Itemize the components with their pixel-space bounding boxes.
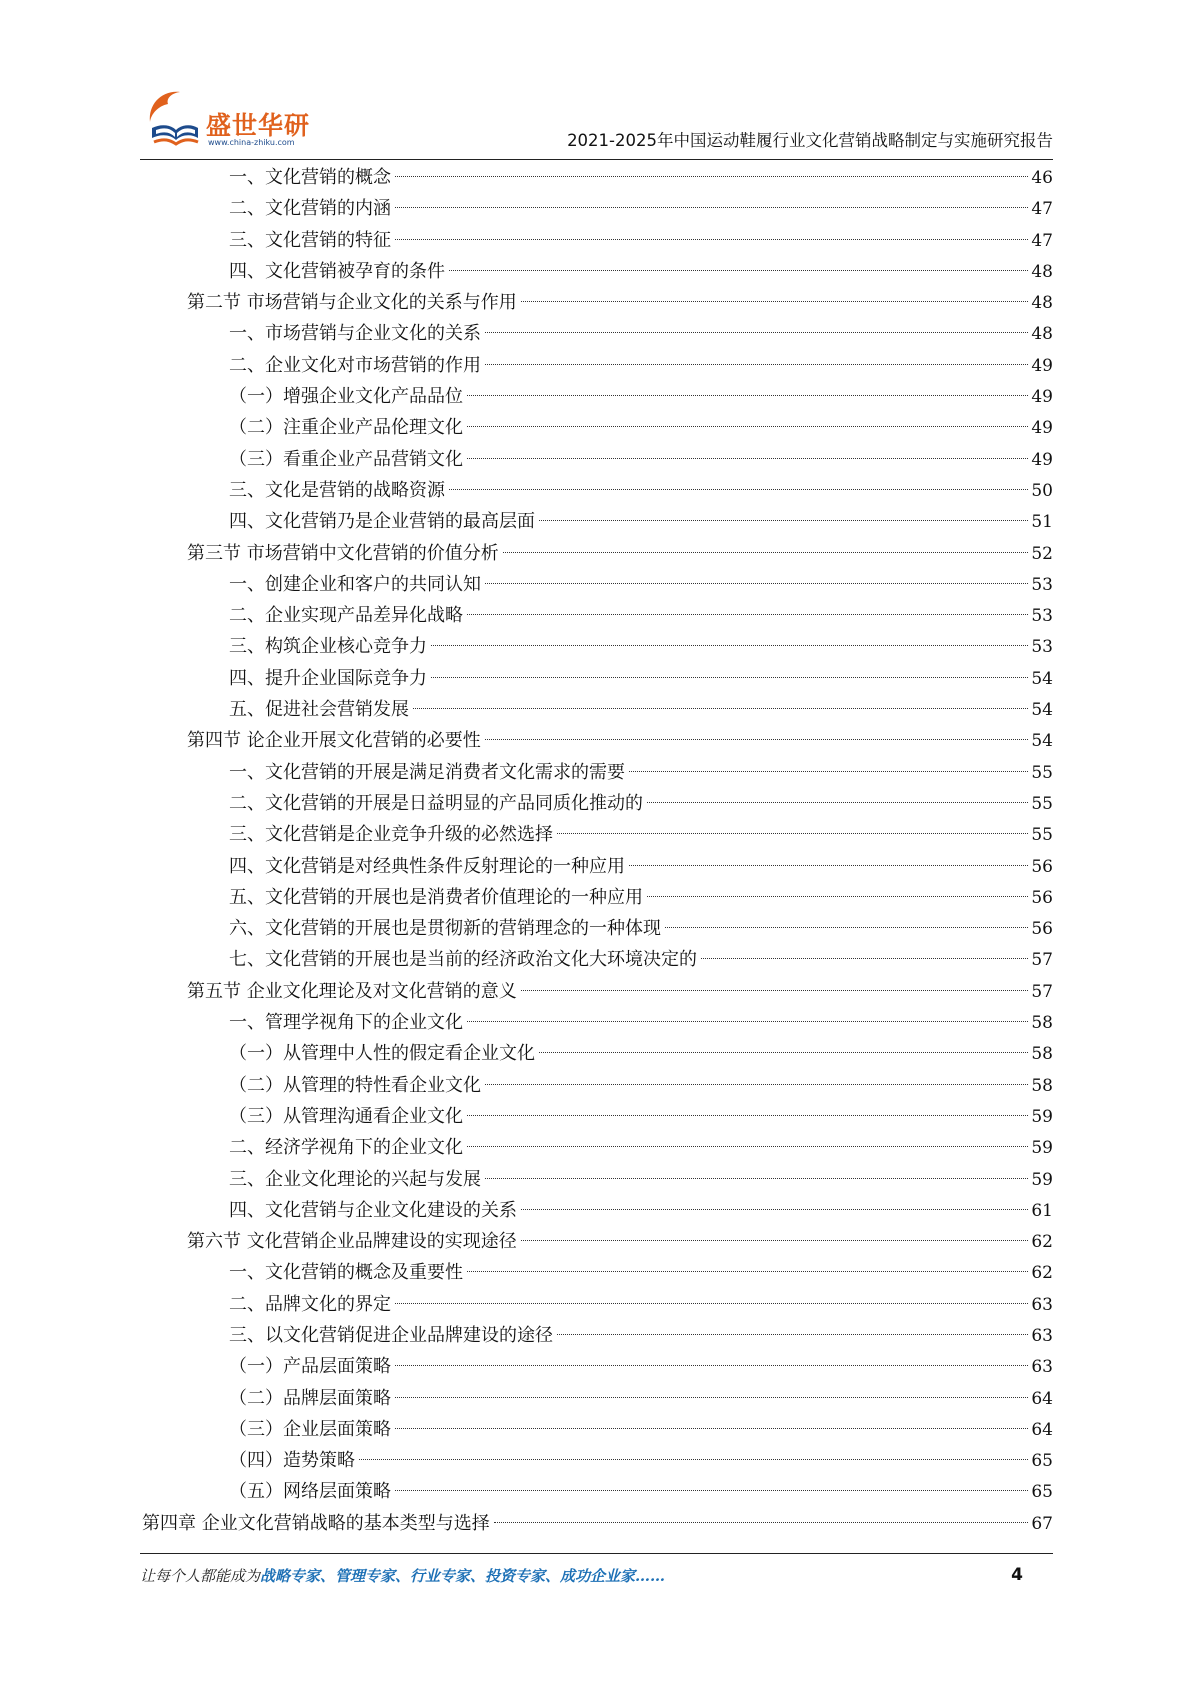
toc-entry[interactable] xyxy=(142,1351,1053,1382)
toc-entry[interactable] xyxy=(142,1007,1053,1038)
toc-entry-title: 第三节 市场营销中文化营销的价值分析 xyxy=(187,542,499,564)
toc-entry-title: 二、文化营销的开展是日益明显的产品同质化推动的 xyxy=(229,792,643,814)
toc-entry-page: 58 xyxy=(1031,1013,1053,1034)
toc-entry-title: （一）增强企业文化产品品位 xyxy=(229,386,463,408)
toc-dot-leader xyxy=(521,1240,1029,1241)
footer-divider xyxy=(140,1553,1053,1554)
toc-entry[interactable] xyxy=(142,819,1053,850)
toc-entry-title: 三、文化是营销的战略资源 xyxy=(229,479,445,501)
toc-entry-page: 54 xyxy=(1031,731,1053,752)
toc-entry[interactable] xyxy=(142,444,1053,475)
toc-entry-title: 二、企业实现产品差异化战略 xyxy=(229,605,463,627)
toc-entry[interactable] xyxy=(142,193,1053,224)
toc-entry-page: 59 xyxy=(1031,1106,1053,1127)
toc-entry[interactable] xyxy=(142,1508,1053,1539)
toc-entry[interactable] xyxy=(142,725,1053,756)
toc-entry[interactable] xyxy=(142,569,1053,600)
toc-entry[interactable] xyxy=(142,318,1053,349)
toc-entry-title: （二）注重企业产品伦理文化 xyxy=(229,417,463,439)
toc-dot-leader xyxy=(494,1522,1029,1523)
toc-entry[interactable] xyxy=(142,913,1053,944)
toc-entry[interactable] xyxy=(142,256,1053,287)
toc-entry[interactable] xyxy=(142,162,1053,193)
toc-entry-title: （二）从管理的特性看企业文化 xyxy=(229,1074,481,1096)
toc-entry-title: （一）从管理中人性的假定看企业文化 xyxy=(229,1043,535,1065)
toc-entry[interactable] xyxy=(142,1320,1053,1351)
toc-entry[interactable] xyxy=(142,1383,1053,1414)
toc-entry-page: 49 xyxy=(1031,355,1053,376)
toc-entry-title: 四、文化营销与企业文化建设的关系 xyxy=(229,1199,517,1221)
toc-dot-leader xyxy=(539,520,1028,521)
toc-dot-leader xyxy=(539,1052,1028,1053)
toc-entry[interactable] xyxy=(142,475,1053,506)
toc-dot-leader xyxy=(449,489,1028,490)
toc-dot-leader xyxy=(629,865,1028,866)
toc-entry-page: 52 xyxy=(1031,543,1053,564)
toc-entry-page: 64 xyxy=(1031,1388,1053,1409)
toc-dot-leader xyxy=(629,771,1028,772)
toc-entry-title: 五、文化营销的开展也是消费者价值理论的一种应用 xyxy=(229,886,643,908)
toc-entry-title: 四、文化营销被孕育的条件 xyxy=(229,260,445,282)
toc-entry-title: 第五节 企业文化理论及对文化营销的意义 xyxy=(187,980,517,1002)
toc-dot-leader xyxy=(701,958,1028,959)
toc-dot-leader xyxy=(413,708,1028,709)
toc-entry-page: 56 xyxy=(1031,887,1053,908)
toc-entry-page: 65 xyxy=(1031,1451,1053,1472)
toc-entry-title: （三）看重企业产品营销文化 xyxy=(229,448,463,470)
toc-entry-title: 第六节 文化营销企业品牌建设的实现途径 xyxy=(187,1231,517,1253)
toc-entry[interactable] xyxy=(142,1132,1053,1163)
toc-entry-page: 58 xyxy=(1031,1075,1053,1096)
company-logo xyxy=(140,84,320,154)
toc-entry-page: 61 xyxy=(1031,1200,1053,1221)
toc-entry[interactable] xyxy=(142,1038,1053,1069)
toc-entry[interactable] xyxy=(142,225,1053,256)
toc-entry[interactable] xyxy=(142,1195,1053,1226)
toc-dot-leader xyxy=(395,1365,1028,1366)
toc-entry-page: 48 xyxy=(1031,324,1053,345)
toc-entry-page: 56 xyxy=(1031,856,1053,877)
toc-entry-page: 49 xyxy=(1031,418,1053,439)
toc-entry-title: 一、文化营销的概念 xyxy=(229,167,391,188)
logo-url: www.china-zhiku.com xyxy=(208,138,295,147)
table-of-contents xyxy=(142,162,1053,1539)
footer-slogan-prefix: 让每个人都能成为 xyxy=(140,1567,261,1585)
toc-entry[interactable] xyxy=(142,1414,1053,1445)
toc-entry-title: 二、文化营销的内涵 xyxy=(229,198,391,220)
toc-dot-leader xyxy=(395,1428,1028,1429)
toc-entry[interactable] xyxy=(142,1445,1053,1476)
toc-entry-page: 49 xyxy=(1031,449,1053,470)
toc-dot-leader xyxy=(467,1146,1028,1147)
toc-entry-page: 65 xyxy=(1031,1482,1053,1503)
toc-entry-title: 三、企业文化理论的兴起与发展 xyxy=(229,1168,481,1190)
toc-entry[interactable] xyxy=(142,631,1053,662)
logo-name: 盛世华研 xyxy=(206,111,311,140)
toc-entry-title: 三、文化营销的特征 xyxy=(229,229,391,251)
toc-dot-leader xyxy=(467,426,1028,427)
toc-entry-page: 57 xyxy=(1031,950,1053,971)
toc-entry-title: （一）产品层面策略 xyxy=(229,1356,391,1378)
toc-dot-leader xyxy=(521,301,1029,302)
toc-dot-leader xyxy=(503,552,1029,553)
toc-entry-page: 46 xyxy=(1031,168,1053,188)
toc-dot-leader xyxy=(395,1490,1028,1491)
toc-entry-page: 53 xyxy=(1031,574,1053,595)
toc-dot-leader xyxy=(467,1115,1028,1116)
toc-entry-page: 55 xyxy=(1031,825,1053,846)
toc-entry-title: 一、市场营销与企业文化的关系 xyxy=(229,323,481,345)
toc-dot-leader xyxy=(467,614,1028,615)
toc-entry[interactable] xyxy=(142,694,1053,725)
toc-dot-leader xyxy=(395,176,1028,177)
toc-entry-title: 三、文化营销是企业竞争升级的必然选择 xyxy=(229,824,553,846)
toc-entry-page: 62 xyxy=(1031,1232,1053,1253)
toc-entry[interactable] xyxy=(142,412,1053,443)
toc-entry-page: 58 xyxy=(1031,1044,1053,1065)
toc-entry-page: 51 xyxy=(1031,512,1053,533)
toc-dot-leader xyxy=(647,802,1028,803)
toc-dot-leader xyxy=(395,1303,1028,1304)
toc-entry-title: 二、经济学视角下的企业文化 xyxy=(229,1137,463,1159)
toc-entry-page: 62 xyxy=(1031,1263,1053,1284)
toc-entry-title: 六、文化营销的开展也是贯彻新的营销理念的一种体现 xyxy=(229,918,661,940)
toc-entry[interactable] xyxy=(142,1226,1053,1257)
page-number: 4 xyxy=(1011,1565,1023,1585)
toc-entry[interactable] xyxy=(142,663,1053,694)
toc-dot-leader xyxy=(485,1084,1028,1085)
toc-entry-title: 三、构筑企业核心竞争力 xyxy=(229,636,427,658)
toc-entry-page: 47 xyxy=(1031,230,1053,251)
toc-entry-page: 55 xyxy=(1031,762,1053,783)
toc-entry-title: 第四节 论企业开展文化营销的必要性 xyxy=(187,730,481,752)
toc-dot-leader xyxy=(431,645,1028,646)
toc-entry-page: 53 xyxy=(1031,606,1053,627)
toc-entry-title: 第四章 企业文化营销战略的基本类型与选择 xyxy=(142,1512,490,1534)
toc-entry-page: 49 xyxy=(1031,387,1053,408)
toc-entry[interactable] xyxy=(142,1257,1053,1288)
toc-dot-leader xyxy=(485,1178,1028,1179)
toc-entry-title: 第二节 市场营销与企业文化的关系与作用 xyxy=(187,292,517,314)
toc-entry[interactable] xyxy=(142,1289,1053,1320)
toc-entry-title: （五）网络层面策略 xyxy=(229,1481,391,1503)
toc-entry[interactable] xyxy=(142,1070,1053,1101)
toc-entry-page: 63 xyxy=(1031,1294,1053,1315)
toc-entry-page: 54 xyxy=(1031,700,1053,721)
toc-entry-page: 53 xyxy=(1031,637,1053,658)
toc-entry-title: 二、品牌文化的界定 xyxy=(229,1293,391,1315)
toc-entry-title: 二、企业文化对市场营销的作用 xyxy=(229,354,481,376)
toc-entry[interactable] xyxy=(142,851,1053,882)
toc-dot-leader xyxy=(485,583,1028,584)
toc-entry-title: 三、以文化营销促进企业品牌建设的途径 xyxy=(229,1324,553,1346)
toc-entry-page: 59 xyxy=(1031,1138,1053,1159)
toc-entry-title: 七、文化营销的开展也是当前的经济政治文化大环境决定的 xyxy=(229,949,697,971)
toc-entry-page: 57 xyxy=(1031,981,1053,1002)
toc-dot-leader xyxy=(431,677,1028,678)
logo-emblem-icon xyxy=(140,84,210,154)
report-title: 2021-2025年中国运动鞋履行业文化营销战略制定与实施研究报告 xyxy=(567,131,1053,150)
toc-entry-title: 一、管理学视角下的企业文化 xyxy=(229,1012,463,1034)
toc-entry[interactable] xyxy=(142,381,1053,412)
toc-entry-title: 四、提升企业国际竞争力 xyxy=(229,667,427,689)
toc-entry[interactable] xyxy=(142,976,1053,1007)
toc-entry-title: （三）从管理沟通看企业文化 xyxy=(229,1105,463,1127)
toc-entry[interactable] xyxy=(142,1476,1053,1507)
toc-dot-leader xyxy=(485,739,1029,740)
toc-entry-title: 四、文化营销是对经典性条件反射理论的一种应用 xyxy=(229,855,625,877)
toc-entry[interactable] xyxy=(142,538,1053,569)
toc-entry-title: （三）企业层面策略 xyxy=(229,1418,391,1440)
toc-dot-leader xyxy=(647,896,1028,897)
toc-entry-page: 67 xyxy=(1031,1513,1053,1534)
toc-dot-leader xyxy=(485,332,1028,333)
toc-dot-leader xyxy=(395,1397,1028,1398)
toc-entry-page: 59 xyxy=(1031,1169,1053,1190)
toc-entry[interactable] xyxy=(142,1164,1053,1195)
toc-dot-leader xyxy=(521,1209,1028,1210)
toc-dot-leader xyxy=(395,239,1028,240)
toc-entry-page: 47 xyxy=(1031,199,1053,220)
toc-entry-title: 五、促进社会营销发展 xyxy=(229,699,409,721)
toc-entry-page: 48 xyxy=(1031,293,1053,314)
toc-dot-leader xyxy=(485,364,1028,365)
toc-entry[interactable] xyxy=(142,600,1053,631)
toc-entry-title: （四）造势策略 xyxy=(229,1450,355,1472)
toc-entry[interactable] xyxy=(142,287,1053,318)
header-divider xyxy=(140,159,1053,160)
toc-entry[interactable] xyxy=(142,788,1053,819)
toc-dot-leader xyxy=(467,1021,1028,1022)
toc-entry-page: 64 xyxy=(1031,1419,1053,1440)
toc-entry-title: 一、文化营销的概念及重要性 xyxy=(229,1262,463,1284)
toc-entry-page: 48 xyxy=(1031,261,1053,282)
toc-entry-page: 50 xyxy=(1031,480,1053,501)
toc-entry-title: 一、创建企业和客户的共同认知 xyxy=(229,573,481,595)
toc-dot-leader xyxy=(557,833,1028,834)
toc-entry[interactable] xyxy=(142,882,1053,913)
page-footer xyxy=(140,1565,1053,1595)
toc-entry[interactable] xyxy=(142,506,1053,537)
toc-dot-leader xyxy=(467,1271,1028,1272)
toc-entry-page: 56 xyxy=(1031,919,1053,940)
page-header xyxy=(140,78,1053,158)
footer-slogan-highlight: 战略专家、管理专家、行业专家、投资专家、成功企业家…… xyxy=(260,1567,666,1585)
toc-dot-leader xyxy=(449,270,1028,271)
toc-dot-leader xyxy=(395,207,1028,208)
toc-dot-leader xyxy=(467,458,1028,459)
toc-entry[interactable] xyxy=(142,944,1053,975)
toc-entry[interactable] xyxy=(142,350,1053,381)
toc-dot-leader xyxy=(359,1459,1028,1460)
toc-entry[interactable] xyxy=(142,1101,1053,1132)
toc-entry-title: 四、文化营销乃是企业营销的最高层面 xyxy=(229,511,535,533)
toc-dot-leader xyxy=(521,990,1029,991)
toc-entry-page: 63 xyxy=(1031,1325,1053,1346)
toc-dot-leader xyxy=(665,927,1028,928)
toc-dot-leader xyxy=(557,1334,1028,1335)
toc-entry-title: （二）品牌层面策略 xyxy=(229,1387,391,1409)
toc-entry-page: 63 xyxy=(1031,1357,1053,1378)
toc-dot-leader xyxy=(467,395,1028,396)
toc-entry-title: 一、文化营销的开展是满足消费者文化需求的需要 xyxy=(229,761,625,783)
toc-entry-page: 54 xyxy=(1031,668,1053,689)
toc-entry[interactable] xyxy=(142,757,1053,788)
toc-entry-page: 55 xyxy=(1031,793,1053,814)
